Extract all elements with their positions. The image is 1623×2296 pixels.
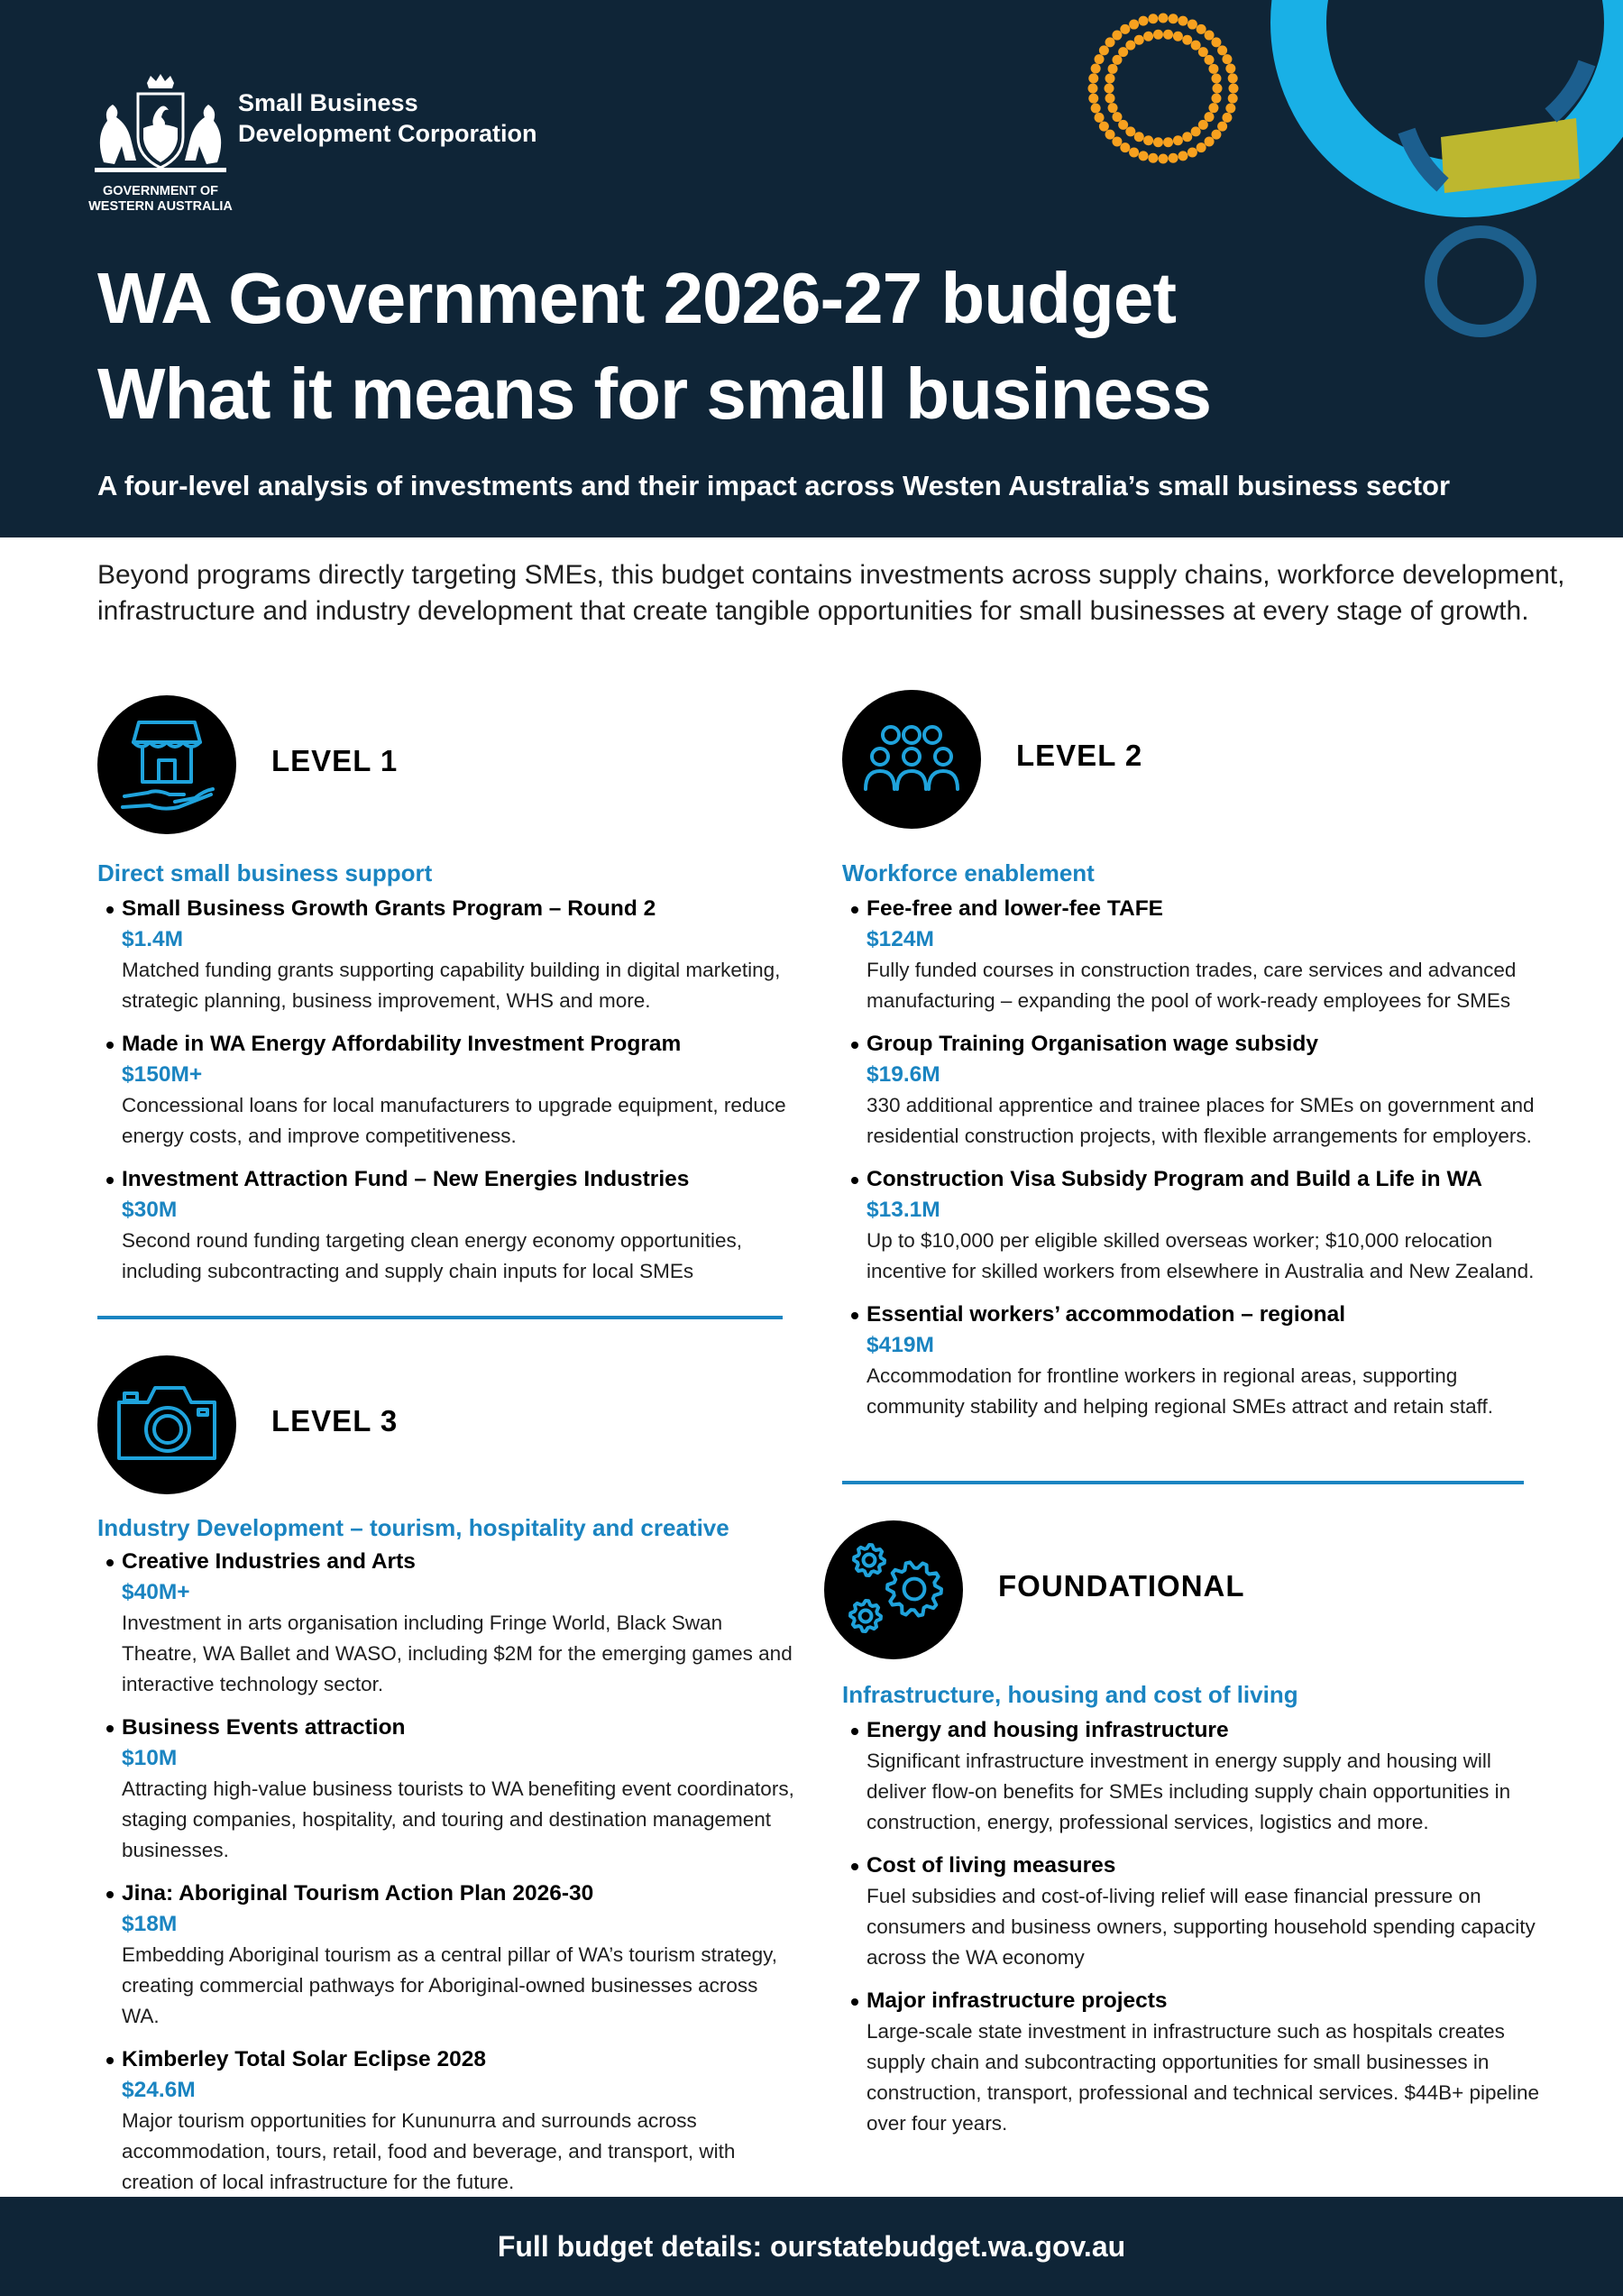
foundational-category: Infrastructure, housing and cost of living — [842, 1681, 1298, 1708]
list-item — [842, 1029, 1545, 1152]
item-name: Business Events attraction — [122, 1715, 406, 1740]
list-item — [97, 2044, 801, 2198]
item-name: Major infrastructure projects — [867, 1988, 1168, 2013]
list-item — [97, 1164, 801, 1287]
item-amount: $124M — [867, 927, 934, 951]
item-description: Investment in arts organisation including Fringe World, Black Swan Theatre, WA Ballet and WASO, including $2M for the emerging games and interactive technology sector. — [122, 1612, 793, 1695]
item-name: Essential workers’ accommodation – regional — [867, 1302, 1346, 1327]
list-item — [97, 1713, 801, 1866]
camera-icon — [97, 1355, 236, 1494]
org-name-line1: Small Business — [238, 89, 418, 116]
list-item — [97, 1029, 801, 1152]
item-description: Accommodation for frontline workers in regional areas, supporting community stability and helping regional SMEs attract and retain staff. — [867, 1364, 1493, 1418]
list-item — [97, 1878, 801, 2032]
foundational-items — [842, 1715, 1545, 2152]
wa-crest-logo — [86, 74, 235, 182]
item-name: Made in WA Energy Affordability Investment Program — [122, 1032, 682, 1056]
list-item — [842, 1986, 1545, 2139]
level1-title: LEVEL 1 — [271, 744, 399, 777]
item-description: Second round funding targeting clean energy economy opportunities, including subcontracting and supply chain inputs for local SMEs — [122, 1229, 742, 1282]
people-group-icon — [842, 690, 981, 829]
item-name: Jina: Aboriginal Tourism Action Plan 2026-30 — [122, 1881, 594, 1906]
foundational-title: FOUNDATIONAL — [998, 1569, 1245, 1603]
item-amount: $10M — [122, 1746, 178, 1770]
level2-divider — [842, 1481, 1524, 1484]
level3-title: LEVEL 3 — [271, 1404, 399, 1437]
org-name — [238, 87, 581, 149]
item-name: Construction Visa Subsidy Program and Build a Life in WA — [867, 1167, 1482, 1191]
item-amount: $30M — [122, 1198, 178, 1222]
title-line2: What it means for small business — [97, 354, 1211, 434]
level2-items — [842, 894, 1545, 1435]
level1-divider — [97, 1316, 783, 1319]
footer-link[interactable]: Full budget details: ourstatebudget.wa.gov.au — [0, 2197, 1623, 2296]
level1-category: Direct small business support — [97, 859, 433, 886]
item-amount: $1.4M — [122, 927, 184, 951]
list-item — [97, 894, 801, 1016]
org-name-line2: Development Corporation — [238, 120, 537, 147]
item-description: 330 additional apprentice and trainee places for SMEs on government and residential construction projects, with flexible arrangements for employers. — [867, 1094, 1535, 1147]
header-banner — [0, 0, 1623, 537]
item-amount: $419M — [867, 1333, 934, 1357]
item-name: Cost of living measures — [867, 1853, 1116, 1878]
item-name: Group Training Organisation wage subsidy — [867, 1032, 1318, 1056]
item-amount: $18M — [122, 1912, 178, 1936]
item-amount: $150M+ — [122, 1062, 203, 1087]
list-item — [842, 1300, 1545, 1422]
intro-paragraph: Beyond programs directly targeting SMEs, this budget contains investments across supply chains, workforce development, infrastructure and industry development that create tangible opportunities for small businesses at every stage of growth. — [97, 560, 1565, 626]
item-description: Attracting high-value business tourists to WA benefiting event coordinators, staging companies, hospitality, and touring and destination management businesses. — [122, 1777, 794, 1861]
item-amount: $19.6M — [867, 1062, 940, 1087]
list-item — [842, 1851, 1545, 1973]
item-description: Major tourism opportunities for Kununurra and surrounds across accommodation, tours, retail, food and beverage, and transport, with creation of local infrastructure for the future. — [122, 2109, 736, 2193]
page-title — [97, 251, 1450, 442]
item-description: Fuel subsidies and cost-of-living relief will ease financial pressure on consumers and business owners, supporting household spending capacity across the WA economy — [867, 1885, 1536, 1969]
item-description: Embedding Aboriginal tourism as a central pillar of WA’s tourism strategy, creating commercial pathways for Aboriginal-owned businesses across WA. — [122, 1943, 777, 2027]
item-name: Small Business Growth Grants Program – Round 2 — [122, 896, 656, 921]
list-item — [842, 1164, 1545, 1287]
level1-badge — [97, 695, 236, 834]
item-description: Matched funding grants supporting capability building in digital marketing, strategic planning, business improvement, WHS and more. — [122, 959, 781, 1012]
item-name: Energy and housing infrastructure — [867, 1718, 1229, 1742]
item-description: Large-scale state investment in infrastructure such as hospitals creates supply chain and subcontracting opportunities for small businesses in construction, transport, professional and technical services. $44B+ pipeline over four years. — [867, 2020, 1540, 2135]
list-item — [842, 894, 1545, 1016]
level3-badge — [97, 1355, 236, 1494]
item-name: Creative Industries and Arts — [122, 1549, 416, 1574]
item-amount: $24.6M — [122, 2078, 196, 2102]
level2-title: LEVEL 2 — [1016, 739, 1143, 772]
item-description: Significant infrastructure investment in energy supply and housing will deliver flow-on benefits for SMEs including supply chain opportunities in construction, energy, professional services, logistics and more. — [867, 1750, 1511, 1833]
level2-category: Workforce enablement — [842, 859, 1095, 886]
item-name: Kimberley Total Solar Eclipse 2028 — [122, 2047, 486, 2071]
storefront-hand-icon — [97, 695, 236, 834]
item-amount: $13.1M — [867, 1198, 940, 1222]
title-line1: WA Government 2026-27 budget — [97, 258, 1176, 338]
item-description: Fully funded courses in construction trades, care services and advanced manufacturing – expanding the pool of work-ready employees for SMEs — [867, 959, 1517, 1012]
government-of-wa-label — [86, 184, 235, 215]
list-item — [842, 1715, 1545, 1838]
level3-items — [97, 1547, 801, 2210]
gov-line1: GOVERNMENT OF — [102, 184, 219, 198]
foundational-badge — [824, 1520, 963, 1659]
gov-line2: WESTERN AUSTRALIA — [88, 199, 233, 214]
level1-items — [97, 894, 801, 1300]
item-name: Fee-free and lower-fee TAFE — [867, 896, 1164, 921]
gears-icon — [824, 1520, 963, 1659]
level3-category: Industry Development – tourism, hospitality and creative — [97, 1514, 729, 1541]
item-amount: $40M+ — [122, 1580, 190, 1604]
page-subtitle: A four-level analysis of investments and their impact across Westen Australia’s small business sector — [97, 470, 1451, 501]
item-name: Investment Attraction Fund – New Energies Industries — [122, 1167, 690, 1191]
list-item — [97, 1547, 801, 1700]
item-description: Up to $10,000 per eligible skilled overseas worker; $10,000 relocation incentive for skilled workers from elsewhere in Australia and New Zealand. — [867, 1229, 1535, 1282]
item-description: Concessional loans for local manufacturers to upgrade equipment, reduce energy costs, and improve competitiveness. — [122, 1094, 786, 1147]
level2-badge — [842, 690, 981, 829]
